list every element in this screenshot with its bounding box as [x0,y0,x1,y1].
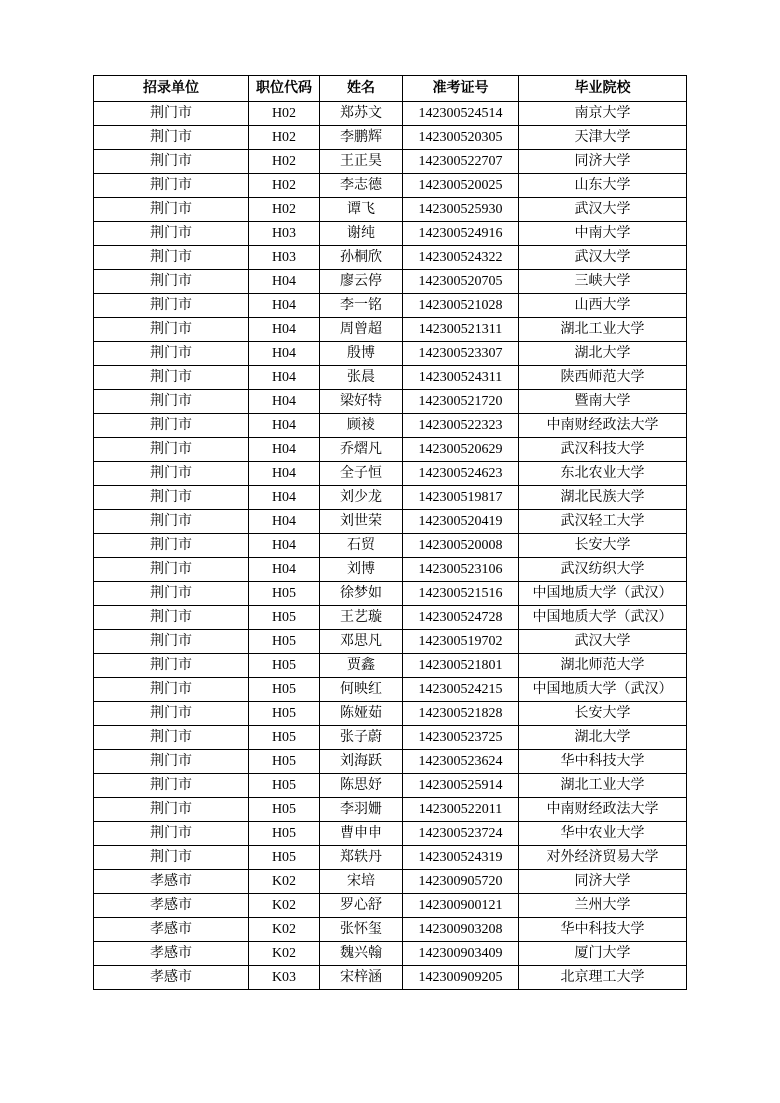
candidate-table [93,75,687,990]
document-sheet [93,75,686,990]
table-row [94,942,687,966]
cell-admission-number: 142300524916 [403,222,519,246]
cell-admission-number: 142300522707 [403,150,519,174]
cell-admission-number: 142300521516 [403,582,519,606]
table-row [94,798,687,822]
cell-recruiting-unit: 荆门市 [94,126,249,150]
cell-recruiting-unit: 荆门市 [94,366,249,390]
cell-admission-number: 142300900121 [403,894,519,918]
cell-name: 周曾超 [320,318,403,342]
table-row [94,654,687,678]
table-row [94,726,687,750]
cell-admission-number: 142300521828 [403,702,519,726]
cell-name: 乔熠凡 [320,438,403,462]
table-row [94,270,687,294]
table-row [94,846,687,870]
cell-graduate-school: 北京理工大学 [519,966,687,990]
cell-admission-number: 142300522323 [403,414,519,438]
cell-recruiting-unit: 荆门市 [94,390,249,414]
table-row [94,198,687,222]
cell-graduate-school: 中南财经政法大学 [519,798,687,822]
cell-position-code: H02 [249,198,320,222]
table-row [94,126,687,150]
cell-position-code: H04 [249,558,320,582]
cell-name: 孙桐欣 [320,246,403,270]
cell-recruiting-unit: 荆门市 [94,102,249,126]
table-row [94,582,687,606]
cell-position-code: H05 [249,726,320,750]
cell-admission-number: 142300521720 [403,390,519,414]
cell-admission-number: 142300521801 [403,654,519,678]
table-header [94,76,687,102]
cell-graduate-school: 长安大学 [519,534,687,558]
cell-name: 顾祾 [320,414,403,438]
cell-position-code: H02 [249,174,320,198]
cell-admission-number: 142300903409 [403,942,519,966]
cell-name: 王艺璇 [320,606,403,630]
table-row [94,318,687,342]
cell-name: 王正昊 [320,150,403,174]
cell-graduate-school: 东北农业大学 [519,462,687,486]
cell-position-code: H05 [249,582,320,606]
cell-name: 张怀玺 [320,918,403,942]
table-row [94,246,687,270]
cell-position-code: H04 [249,534,320,558]
cell-recruiting-unit: 荆门市 [94,582,249,606]
cell-admission-number: 142300525914 [403,774,519,798]
cell-name: 李羽姗 [320,798,403,822]
cell-recruiting-unit: 荆门市 [94,222,249,246]
table-row [94,870,687,894]
table-row [94,294,687,318]
cell-admission-number: 142300520025 [403,174,519,198]
cell-name: 宋培 [320,870,403,894]
table-body [94,102,687,990]
cell-admission-number: 142300523724 [403,822,519,846]
cell-name: 李志德 [320,174,403,198]
cell-recruiting-unit: 荆门市 [94,630,249,654]
cell-position-code: H05 [249,702,320,726]
cell-name: 殷博 [320,342,403,366]
cell-admission-number: 142300519817 [403,486,519,510]
cell-graduate-school: 武汉科技大学 [519,438,687,462]
cell-recruiting-unit: 荆门市 [94,342,249,366]
cell-graduate-school: 湖北师范大学 [519,654,687,678]
header-admission-number: 准考证号 [403,76,519,102]
cell-graduate-school: 同济大学 [519,150,687,174]
cell-position-code: H04 [249,366,320,390]
cell-name: 曹申申 [320,822,403,846]
cell-position-code: H05 [249,630,320,654]
cell-position-code: H05 [249,798,320,822]
header-position-code: 职位代码 [249,76,320,102]
cell-recruiting-unit: 荆门市 [94,822,249,846]
cell-recruiting-unit: 孝感市 [94,966,249,990]
cell-admission-number: 142300520008 [403,534,519,558]
cell-name: 谭飞 [320,198,403,222]
cell-recruiting-unit: 孝感市 [94,894,249,918]
cell-admission-number: 142300524311 [403,366,519,390]
cell-graduate-school: 湖北大学 [519,726,687,750]
cell-recruiting-unit: 荆门市 [94,534,249,558]
cell-name: 刘世荣 [320,510,403,534]
table-row [94,894,687,918]
cell-admission-number: 142300524623 [403,462,519,486]
cell-admission-number: 142300520629 [403,438,519,462]
table-row [94,702,687,726]
cell-name: 刘海跃 [320,750,403,774]
cell-graduate-school: 湖北民族大学 [519,486,687,510]
cell-recruiting-unit: 荆门市 [94,798,249,822]
cell-graduate-school: 武汉轻工大学 [519,510,687,534]
cell-admission-number: 142300909205 [403,966,519,990]
cell-position-code: H04 [249,270,320,294]
cell-admission-number: 142300519702 [403,630,519,654]
cell-recruiting-unit: 孝感市 [94,918,249,942]
cell-recruiting-unit: 荆门市 [94,174,249,198]
cell-recruiting-unit: 荆门市 [94,486,249,510]
cell-graduate-school: 中国地质大学（武汉） [519,582,687,606]
table-row [94,390,687,414]
cell-admission-number: 142300522011 [403,798,519,822]
cell-position-code: H05 [249,606,320,630]
cell-position-code: H04 [249,390,320,414]
cell-admission-number: 142300520705 [403,270,519,294]
cell-name: 张晨 [320,366,403,390]
table-row [94,558,687,582]
cell-name: 廖云停 [320,270,403,294]
cell-name: 梁好特 [320,390,403,414]
cell-recruiting-unit: 孝感市 [94,870,249,894]
cell-name: 罗心舒 [320,894,403,918]
cell-recruiting-unit: 荆门市 [94,678,249,702]
cell-recruiting-unit: 荆门市 [94,750,249,774]
cell-position-code: H04 [249,510,320,534]
cell-admission-number: 142300524514 [403,102,519,126]
table-row [94,678,687,702]
cell-graduate-school: 中南大学 [519,222,687,246]
cell-name: 郑苏文 [320,102,403,126]
header-name: 姓名 [320,76,403,102]
cell-recruiting-unit: 荆门市 [94,726,249,750]
cell-position-code: H02 [249,150,320,174]
cell-name: 何映红 [320,678,403,702]
cell-graduate-school: 山东大学 [519,174,687,198]
table-row [94,606,687,630]
cell-graduate-school: 对外经济贸易大学 [519,846,687,870]
cell-graduate-school: 长安大学 [519,702,687,726]
cell-graduate-school: 湖北工业大学 [519,774,687,798]
table-row [94,438,687,462]
cell-admission-number: 142300523624 [403,750,519,774]
cell-graduate-school: 武汉大学 [519,630,687,654]
cell-position-code: H03 [249,246,320,270]
cell-name: 郑轶丹 [320,846,403,870]
table-row [94,750,687,774]
cell-graduate-school: 同济大学 [519,870,687,894]
table-row [94,102,687,126]
cell-admission-number: 142300521028 [403,294,519,318]
cell-position-code: H04 [249,414,320,438]
cell-position-code: H04 [249,318,320,342]
cell-name: 魏兴翰 [320,942,403,966]
table-row [94,510,687,534]
cell-recruiting-unit: 荆门市 [94,270,249,294]
table-row [94,150,687,174]
cell-admission-number: 142300524728 [403,606,519,630]
cell-name: 刘少龙 [320,486,403,510]
cell-admission-number: 142300903208 [403,918,519,942]
cell-position-code: H05 [249,774,320,798]
cell-graduate-school: 武汉大学 [519,246,687,270]
cell-graduate-school: 中南财经政法大学 [519,414,687,438]
cell-graduate-school: 陕西师范大学 [519,366,687,390]
cell-graduate-school: 南京大学 [519,102,687,126]
cell-position-code: H03 [249,222,320,246]
table-row [94,822,687,846]
cell-recruiting-unit: 荆门市 [94,558,249,582]
cell-recruiting-unit: 荆门市 [94,294,249,318]
cell-graduate-school: 湖北大学 [519,342,687,366]
cell-name: 刘博 [320,558,403,582]
cell-recruiting-unit: 荆门市 [94,414,249,438]
cell-position-code: H04 [249,438,320,462]
cell-graduate-school: 厦门大学 [519,942,687,966]
cell-graduate-school: 中国地质大学（武汉） [519,678,687,702]
table-row [94,414,687,438]
cell-graduate-school: 暨南大学 [519,390,687,414]
cell-admission-number: 142300523725 [403,726,519,750]
cell-recruiting-unit: 荆门市 [94,246,249,270]
table-row [94,462,687,486]
cell-graduate-school: 武汉纺织大学 [519,558,687,582]
cell-recruiting-unit: 荆门市 [94,198,249,222]
cell-recruiting-unit: 荆门市 [94,150,249,174]
table-row [94,486,687,510]
cell-position-code: H04 [249,462,320,486]
cell-position-code: K03 [249,966,320,990]
cell-recruiting-unit: 荆门市 [94,510,249,534]
cell-recruiting-unit: 荆门市 [94,846,249,870]
cell-recruiting-unit: 荆门市 [94,462,249,486]
cell-recruiting-unit: 荆门市 [94,438,249,462]
table-row [94,966,687,990]
cell-admission-number: 142300523307 [403,342,519,366]
header-row [94,76,687,102]
cell-graduate-school: 天津大学 [519,126,687,150]
cell-position-code: H05 [249,750,320,774]
cell-graduate-school: 华中科技大学 [519,750,687,774]
cell-graduate-school: 华中农业大学 [519,822,687,846]
cell-position-code: H05 [249,654,320,678]
cell-admission-number: 142300520419 [403,510,519,534]
cell-name: 张子蔚 [320,726,403,750]
cell-position-code: H04 [249,294,320,318]
cell-recruiting-unit: 荆门市 [94,318,249,342]
header-graduate-school: 毕业院校 [519,76,687,102]
table-row [94,342,687,366]
cell-position-code: H05 [249,678,320,702]
cell-recruiting-unit: 孝感市 [94,942,249,966]
header-recruiting-unit: 招录单位 [94,76,249,102]
cell-recruiting-unit: 荆门市 [94,774,249,798]
cell-admission-number: 142300525930 [403,198,519,222]
cell-admission-number: 142300521311 [403,318,519,342]
cell-recruiting-unit: 荆门市 [94,702,249,726]
cell-admission-number: 142300524319 [403,846,519,870]
cell-admission-number: 142300524322 [403,246,519,270]
table-row [94,774,687,798]
cell-admission-number: 142300905720 [403,870,519,894]
cell-position-code: K02 [249,918,320,942]
table-row [94,534,687,558]
cell-admission-number: 142300520305 [403,126,519,150]
cell-graduate-school: 武汉大学 [519,198,687,222]
cell-graduate-school: 中国地质大学（武汉） [519,606,687,630]
table-row [94,630,687,654]
cell-name: 徐梦如 [320,582,403,606]
cell-name: 陈娅茹 [320,702,403,726]
cell-position-code: K02 [249,942,320,966]
cell-position-code: K02 [249,870,320,894]
table-row [94,174,687,198]
cell-graduate-school: 湖北工业大学 [519,318,687,342]
cell-graduate-school: 三峡大学 [519,270,687,294]
cell-name: 陈思妤 [320,774,403,798]
cell-name: 谢纯 [320,222,403,246]
cell-name: 宋梓涵 [320,966,403,990]
cell-graduate-school: 华中科技大学 [519,918,687,942]
cell-admission-number: 142300523106 [403,558,519,582]
cell-name: 李一铭 [320,294,403,318]
cell-position-code: H05 [249,822,320,846]
table-row [94,366,687,390]
cell-name: 贾鑫 [320,654,403,678]
cell-name: 石贸 [320,534,403,558]
cell-recruiting-unit: 荆门市 [94,654,249,678]
cell-name: 李鹏辉 [320,126,403,150]
cell-name: 全子恒 [320,462,403,486]
cell-admission-number: 142300524215 [403,678,519,702]
cell-position-code: H04 [249,486,320,510]
cell-graduate-school: 兰州大学 [519,894,687,918]
cell-position-code: K02 [249,894,320,918]
cell-position-code: H04 [249,342,320,366]
cell-name: 邓思凡 [320,630,403,654]
table-row [94,918,687,942]
cell-graduate-school: 山西大学 [519,294,687,318]
cell-position-code: H02 [249,102,320,126]
cell-position-code: H05 [249,846,320,870]
cell-recruiting-unit: 荆门市 [94,606,249,630]
table-row [94,222,687,246]
cell-position-code: H02 [249,126,320,150]
